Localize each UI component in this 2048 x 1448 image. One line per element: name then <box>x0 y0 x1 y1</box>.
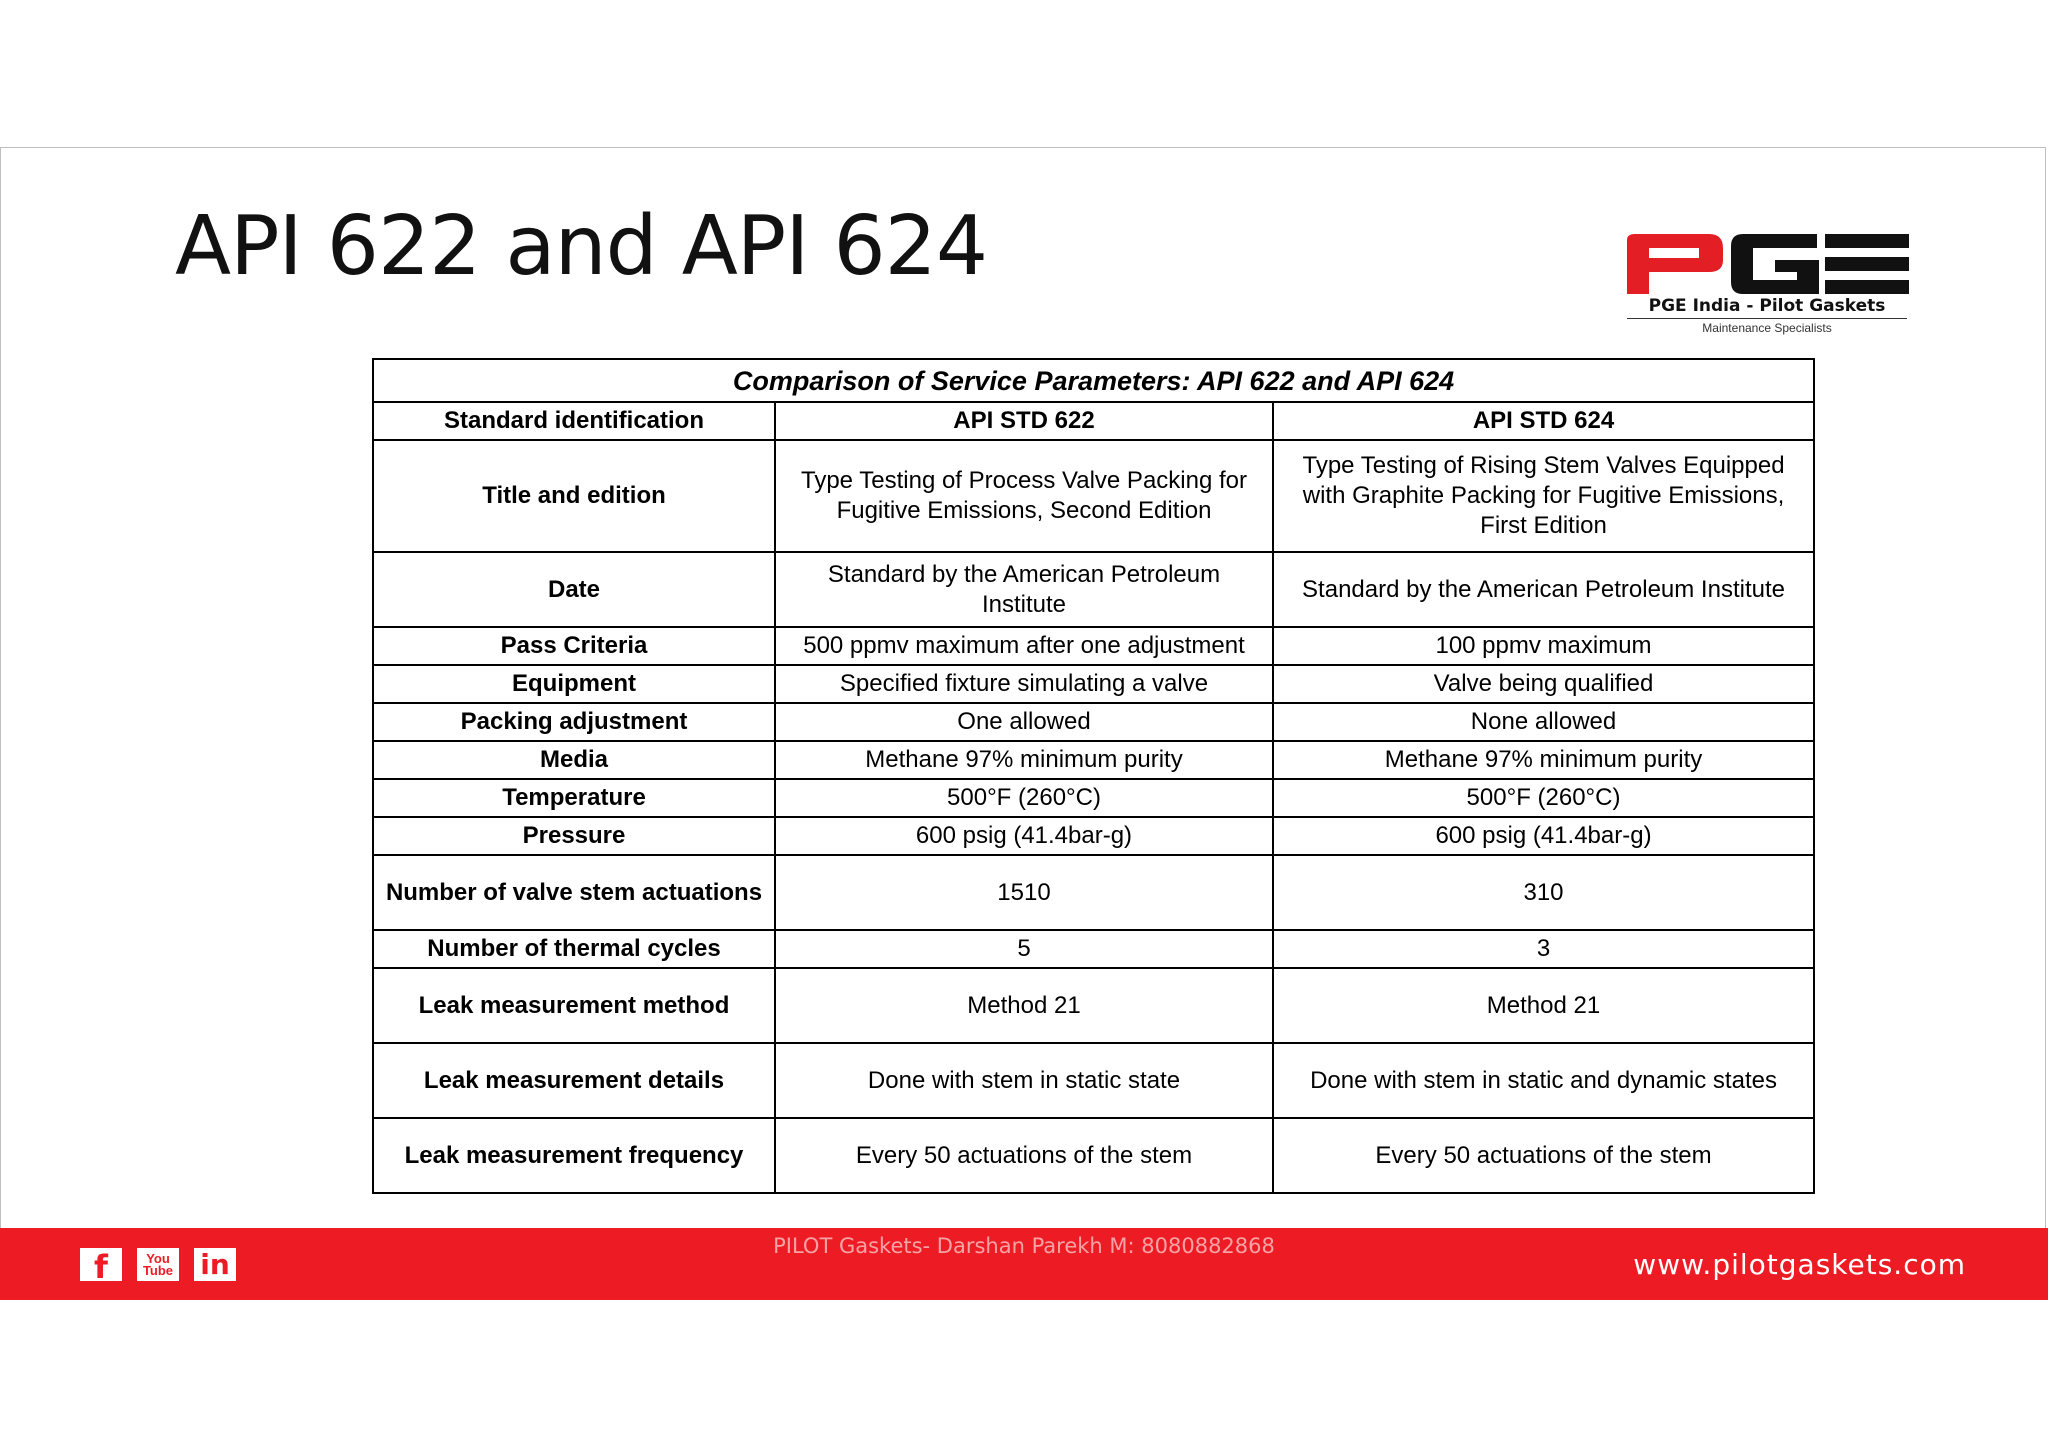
table-row <box>373 665 1814 703</box>
cell-api-622: One allowed <box>775 703 1273 741</box>
row-label: Media <box>373 741 775 779</box>
cell-api-624: Method 21 <box>1273 968 1814 1043</box>
cell-api-622: 500°F (260°C) <box>775 779 1273 817</box>
table-row <box>373 703 1814 741</box>
youtube-icon-text-bottom: Tube <box>142 1262 174 1278</box>
cell-api-622: Methane 97% minimum purity <box>775 741 1273 779</box>
pge-logo-mark <box>1627 234 1909 296</box>
table-row <box>373 741 1814 779</box>
facebook-icon[interactable]: f <box>80 1248 122 1281</box>
footer-website: www.pilotgaskets.com <box>1633 1248 1966 1281</box>
cell-api-622: 600 psig (41.4bar-g) <box>775 817 1273 855</box>
footer-contact: PILOT Gaskets- Darshan Parekh M: 8080882868 <box>773 1234 1275 1258</box>
row-label: Date <box>373 552 775 627</box>
table-row <box>373 855 1814 930</box>
company-logo <box>1625 232 1910 337</box>
comparison-table <box>372 358 1815 1194</box>
row-label: Title and edition <box>373 440 775 552</box>
table-row <box>373 440 1814 552</box>
row-label: Packing adjustment <box>373 703 775 741</box>
logo-divider <box>1627 318 1907 319</box>
row-label: Temperature <box>373 779 775 817</box>
slide-title: API 622 and API 624 <box>175 199 988 294</box>
linkedin-icon[interactable]: in <box>194 1248 236 1281</box>
logo-tagline: Maintenance Specialists <box>1702 321 1832 335</box>
cell-api-624: 100 ppmv maximum <box>1273 627 1814 665</box>
table-header-row <box>373 402 1814 440</box>
logo-letter-e <box>1825 234 1909 294</box>
table-row <box>373 1043 1814 1118</box>
table-row <box>373 930 1814 968</box>
table-row <box>373 968 1814 1043</box>
header-label: Standard identification <box>373 402 775 440</box>
header-api-624: API STD 624 <box>1273 402 1814 440</box>
table-row <box>373 817 1814 855</box>
table-caption-row <box>373 359 1814 402</box>
row-label: Leak measurement method <box>373 968 775 1043</box>
cell-api-624: 600 psig (41.4bar-g) <box>1273 817 1814 855</box>
row-label: Pass Criteria <box>373 627 775 665</box>
cell-api-622: Type Testing of Process Valve Packing for Fugitive Emissions, Second Edition <box>775 440 1273 552</box>
cell-api-624: 3 <box>1273 930 1814 968</box>
cell-api-624: Every 50 actuations of the stem <box>1273 1118 1814 1193</box>
cell-api-622: 500 ppmv maximum after one adjustment <box>775 627 1273 665</box>
row-label: Leak measurement frequency <box>373 1118 775 1193</box>
logo-letter-g <box>1731 234 1819 294</box>
cell-api-624: Valve being qualified <box>1273 665 1814 703</box>
logo-letter-p <box>1627 234 1723 294</box>
cell-api-622: 1510 <box>775 855 1273 930</box>
youtube-icon-text-top: You <box>146 1250 170 1266</box>
row-label: Number of valve stem actuations <box>373 855 775 930</box>
cell-api-622: Every 50 actuations of the stem <box>775 1118 1273 1193</box>
cell-api-624: Type Testing of Rising Stem Valves Equipped with Graphite Packing for Fugitive Emissions, First Edition <box>1273 440 1814 552</box>
table-row <box>373 552 1814 627</box>
header-api-622: API STD 622 <box>775 402 1273 440</box>
cell-api-624: None allowed <box>1273 703 1814 741</box>
cell-api-624: Done with stem in static and dynamic states <box>1273 1043 1814 1118</box>
table-row <box>373 1118 1814 1193</box>
cell-api-622: 5 <box>775 930 1273 968</box>
footer-bar <box>0 1228 2048 1300</box>
cell-api-622: Done with stem in static state <box>775 1043 1273 1118</box>
cell-api-624: Methane 97% minimum purity <box>1273 741 1814 779</box>
cell-api-624: 310 <box>1273 855 1814 930</box>
row-label: Equipment <box>373 665 775 703</box>
row-label: Number of thermal cycles <box>373 930 775 968</box>
cell-api-624: Standard by the American Petroleum Institute <box>1273 552 1814 627</box>
cell-api-622: Method 21 <box>775 968 1273 1043</box>
table-caption: Comparison of Service Parameters: API 622 and API 624 <box>373 359 1814 402</box>
cell-api-624: 500°F (260°C) <box>1273 779 1814 817</box>
cell-api-622: Standard by the American Petroleum Institute <box>775 552 1273 627</box>
table-row <box>373 779 1814 817</box>
logo-company-name: PGE India - Pilot Gaskets <box>1648 296 1886 316</box>
table-row <box>373 627 1814 665</box>
row-label: Leak measurement details <box>373 1043 775 1118</box>
cell-api-622: Specified fixture simulating a valve <box>775 665 1273 703</box>
row-label: Pressure <box>373 817 775 855</box>
